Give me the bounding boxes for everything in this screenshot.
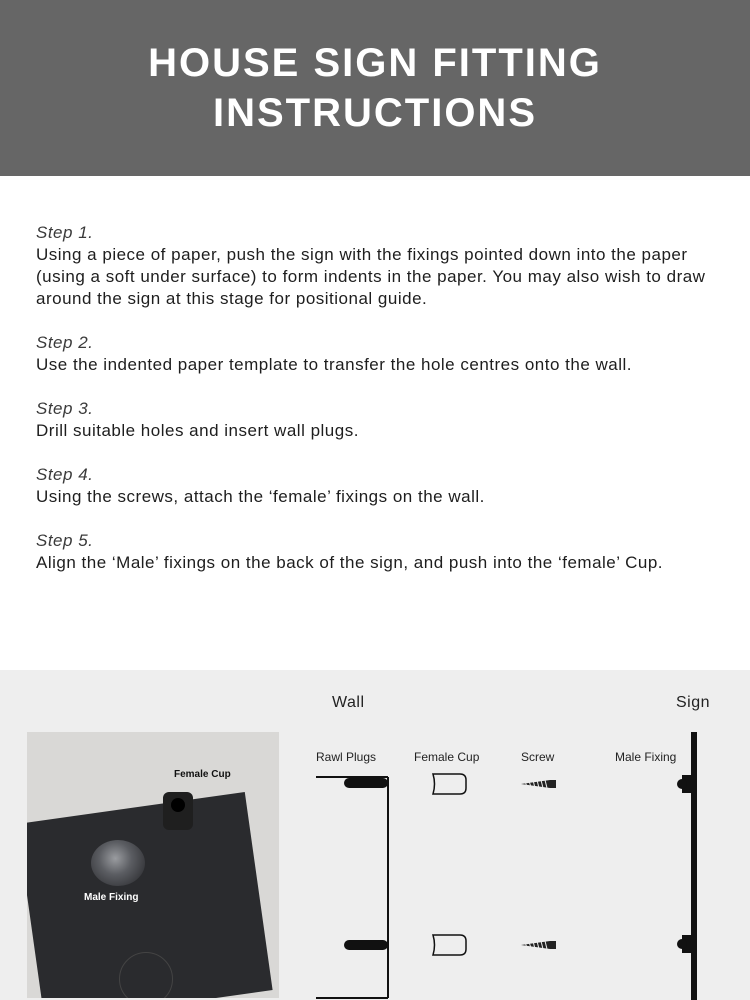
screw-icon [521,780,556,788]
steps-list [36,222,726,596]
step-1 [36,222,726,310]
step-4 [36,464,726,508]
step-label: Step 3. [36,399,94,418]
step-text: Using a piece of paper, push the sign with the fixings pointed down into the paper (using a soft under surface) to form indents in the paper. You may also wish to draw around the sign at this stage for positional guide. [36,245,706,308]
male-fixing-label: Male Fixing [615,750,677,764]
rawl-plug-icon [344,778,388,788]
step-text: Using the screws, attach the ‘female’ fixings on the wall. [36,487,485,506]
step-text: Use the indented paper template to transfer the hole centres onto the wall. [36,355,633,374]
female-cup-label: Female Cup [414,750,480,764]
fitting-schematic [0,670,750,1000]
rawl-plugs-label: Rawl Plugs [316,750,377,764]
fitting-diagram-section [0,670,750,1000]
photo-female-cup-label: Female Cup [174,769,231,780]
female-cup-icon [433,935,466,955]
photo-male-fixing-label: Male Fixing [84,892,139,903]
header-banner [0,0,750,176]
step-3 [36,398,726,442]
step-text: Align the ‘Male’ fixings on the back of the sign, and push into the ‘female’ Cup. [36,553,664,572]
step-5 [36,530,726,574]
female-cup-icon [433,774,466,794]
step-label: Step 1. [36,223,94,242]
screw-icon [521,941,556,949]
step-label: Step 4. [36,465,94,484]
male-fixing-icon [677,775,692,793]
screw-label: Screw [521,750,555,764]
step-label: Step 5. [36,531,94,550]
step-label: Step 2. [36,333,94,352]
wall-outline [316,777,388,998]
rawl-plug-icon [344,940,388,950]
page-title: HOUSE SIGN FITTING INSTRUCTIONS [148,41,602,135]
male-fixing-icon [677,935,692,953]
sign-label: Sign [676,694,711,711]
step-2 [36,332,726,376]
step-text: Drill suitable holes and insert wall plugs. [36,421,359,440]
wall-label: Wall [332,694,365,711]
sign-plate [691,732,697,1000]
